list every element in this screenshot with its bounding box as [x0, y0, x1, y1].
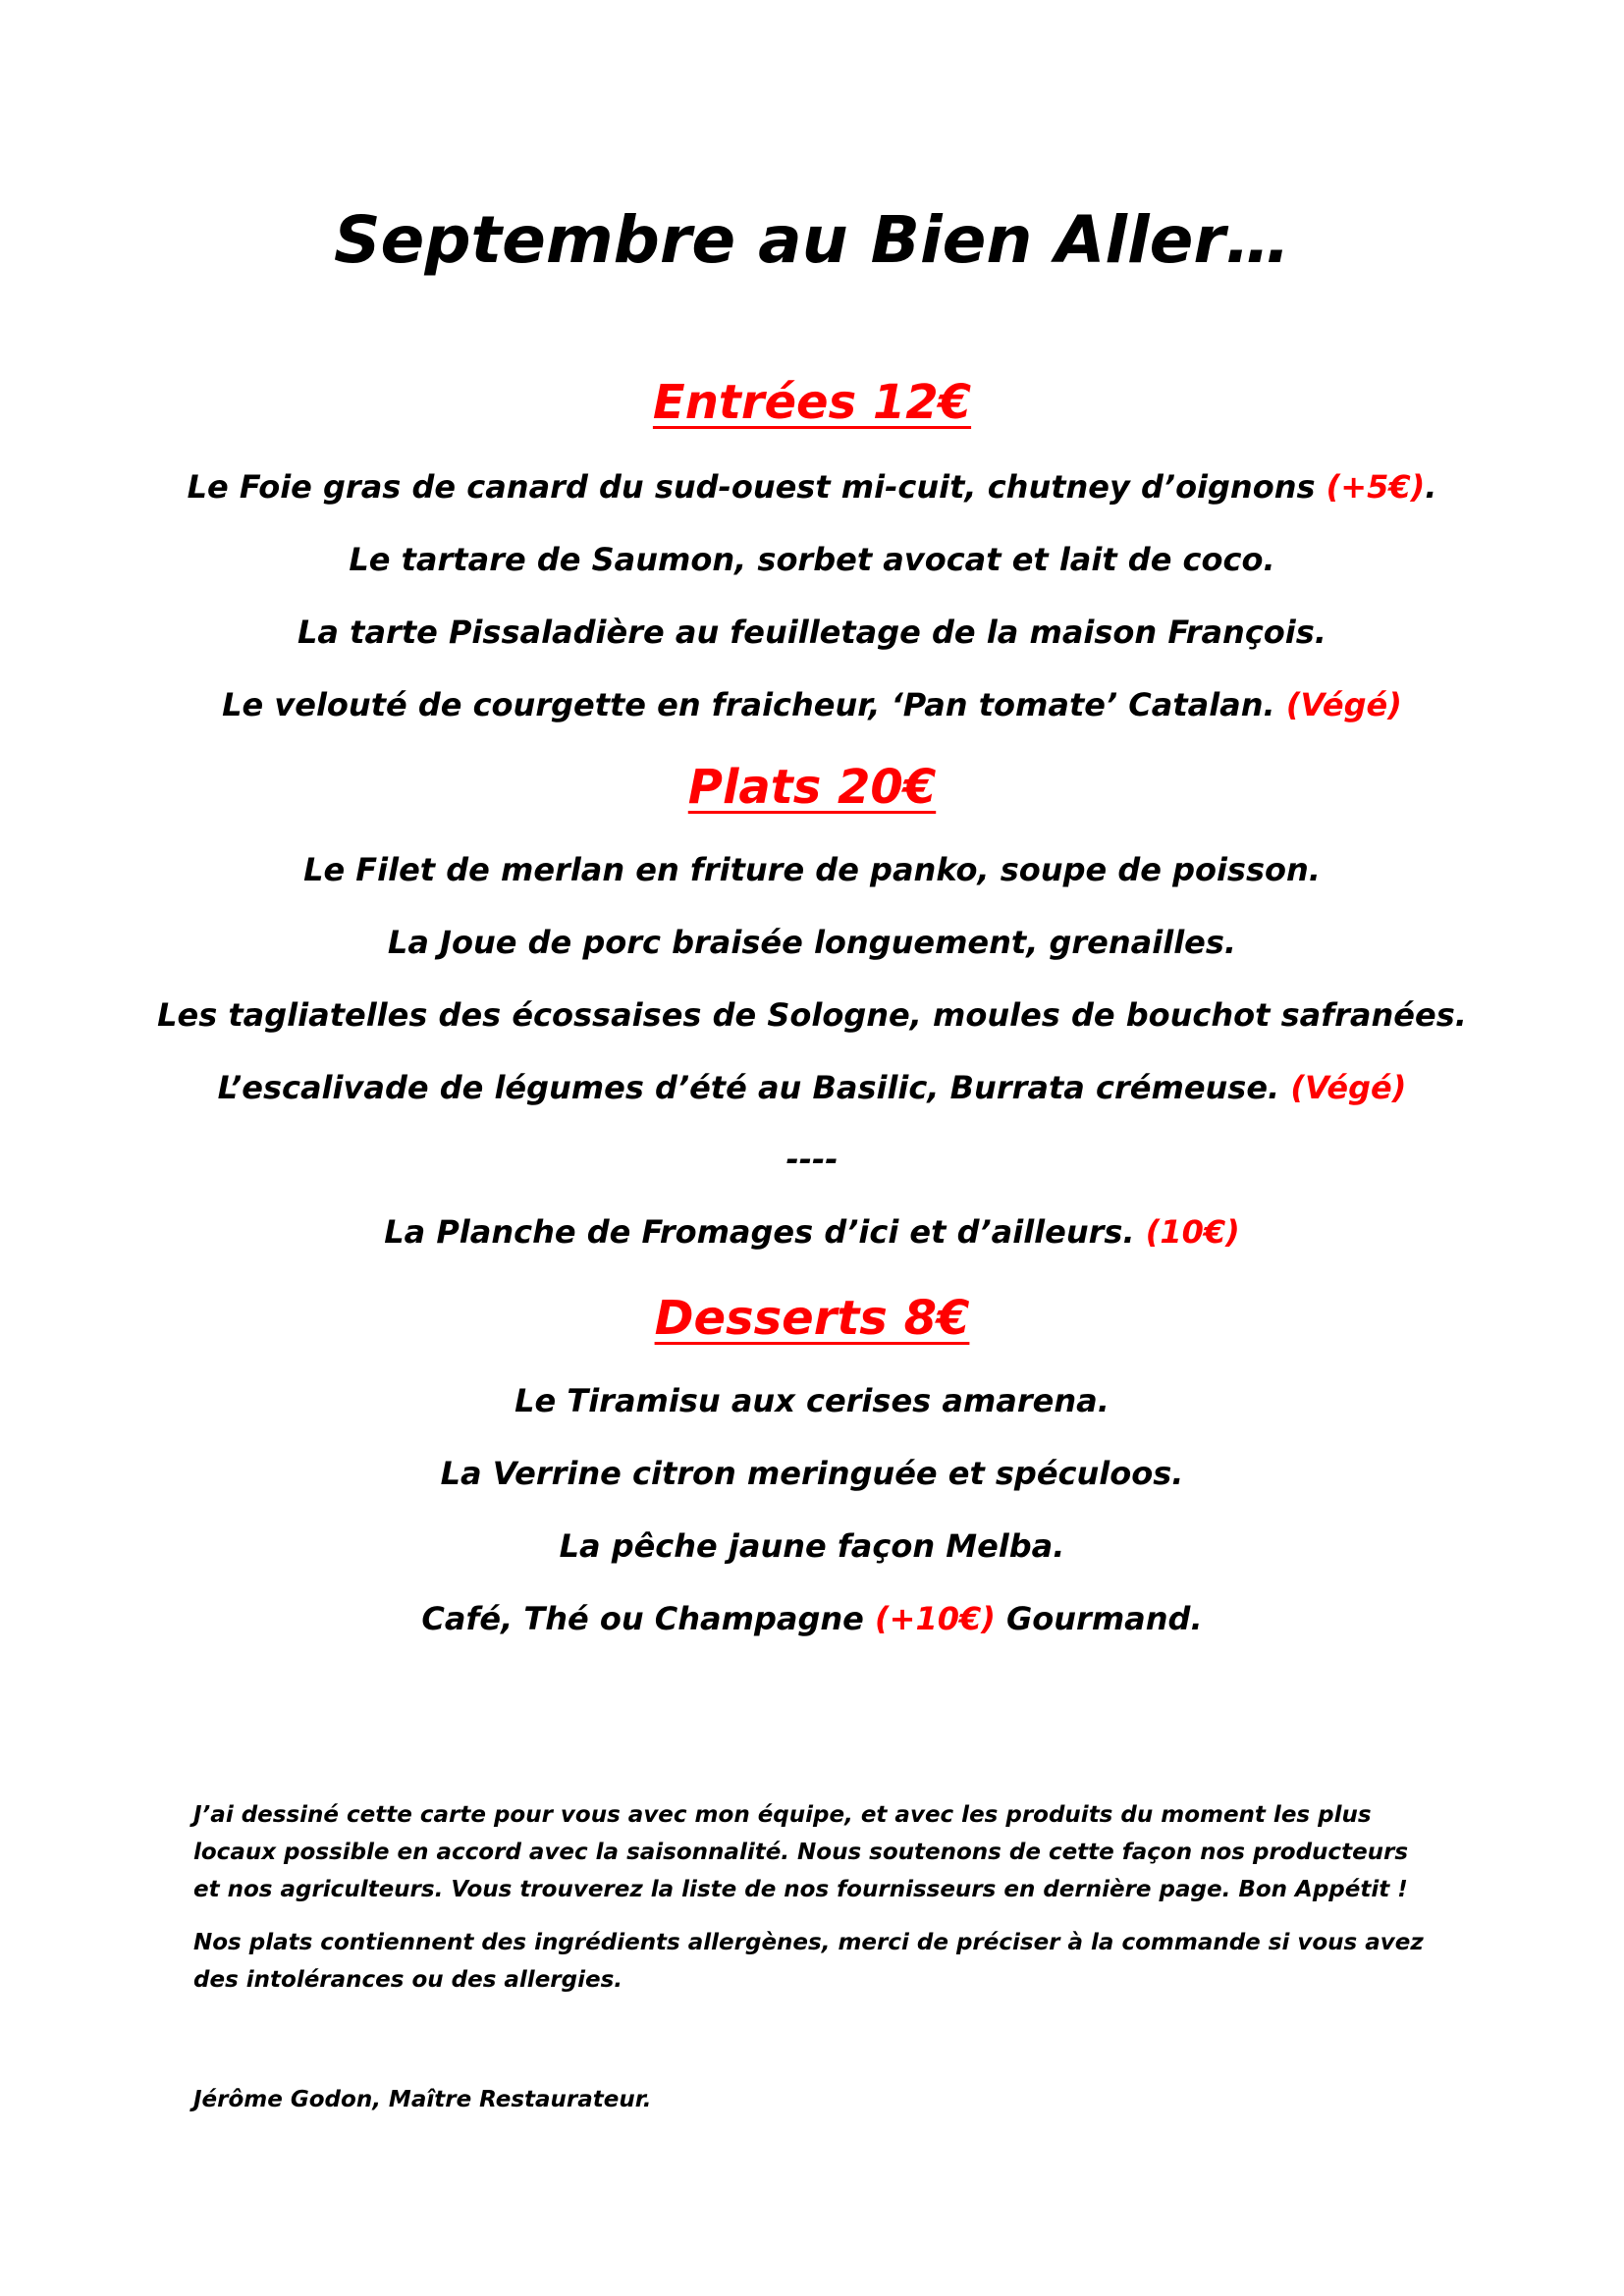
menu-item	[0, 1596, 1624, 1641]
separator	[0, 1137, 1624, 1182]
menu-item	[0, 992, 1624, 1038]
menu-item	[0, 464, 1624, 509]
menu-item	[0, 847, 1624, 892]
section-heading-desserts: Desserts 8€	[654, 1291, 970, 1346]
menu-item-text: Les tagliatelles des écossaises de Sologne, moules de bouchot safranées.	[157, 996, 1467, 1034]
menu-item	[0, 610, 1624, 655]
menu-item	[0, 1065, 1624, 1110]
vegetarian-tag: (Végé)	[1285, 686, 1402, 723]
menu-item-text: Le tartare de Saumon, sorbet avocat et lait de coco.	[349, 541, 1275, 578]
intro-note: J’ai dessiné cette carte pour vous avec mon équipe, et avec les produits du moment les plus locaux possible en accord avec la saisonnalité. Nous soutenons de cette façon nos producteurs et nos agriculteurs. Vous trouverez la liste de nos fournisseurs en dernière page. Bon Appétit !	[193, 1802, 1409, 1902]
menu-item-text: La Planche de Fromages d’ici et d’ailleurs.	[384, 1213, 1146, 1251]
menu-item-suffix: .	[1425, 468, 1437, 506]
menu-item	[0, 1523, 1624, 1569]
menu-item-text: Le Filet de merlan en friture de panko, soupe de poisson.	[303, 851, 1321, 888]
menu-item	[0, 1451, 1624, 1496]
vegetarian-tag: (Végé)	[1290, 1069, 1407, 1106]
signature: Jérôme Godon, Maître Restaurateur.	[193, 2087, 652, 2112]
menu-item	[0, 682, 1624, 727]
menu-item-text: Le velouté de courgette en fraicheur, ‘Pan tomate’ Catalan.	[222, 686, 1286, 723]
menu-item-text: La Verrine citron meringuée et spéculoos.	[440, 1455, 1184, 1492]
menu-item-text: Le Tiramisu aux cerises amarena.	[514, 1382, 1110, 1419]
menu-item-text: Café, Thé ou Champagne	[421, 1600, 875, 1637]
menu-item	[0, 920, 1624, 965]
price-supplement: (+5€)	[1326, 468, 1426, 506]
menu-item	[0, 1378, 1624, 1423]
menu-item	[0, 537, 1624, 582]
menu-item-text: Le Foie gras de canard du sud-ouest mi-cuit, chutney d’oignons	[187, 468, 1326, 506]
menu-item-text: La Joue de porc braisée longuement, grenailles.	[387, 924, 1237, 961]
menu-item	[0, 1209, 1624, 1255]
section-heading-entrees: Entrées 12€	[652, 375, 972, 430]
menu-item-text: La tarte Pissaladière au feuilletage de la maison François.	[298, 614, 1326, 651]
price-supplement: (+10€)	[875, 1600, 996, 1637]
allergen-note: Nos plats contiennent des ingrédients allergènes, merci de préciser à la commande si vous avez des intolérances ou des allergies.	[193, 1930, 1424, 1993]
separator-text: ----	[785, 1141, 839, 1178]
menu-title: Septembre au Bien Aller…	[334, 202, 1290, 278]
menu-item-text: L’escalivade de légumes d’été au Basilic, Burrata crémeuse.	[217, 1069, 1291, 1106]
menu-item-text: La pêche jaune façon Melba.	[559, 1527, 1065, 1565]
section-heading-plats: Plats 20€	[687, 760, 937, 815]
price-supplement: (10€)	[1145, 1213, 1240, 1251]
menu-item-suffix: Gourmand.	[995, 1600, 1203, 1637]
